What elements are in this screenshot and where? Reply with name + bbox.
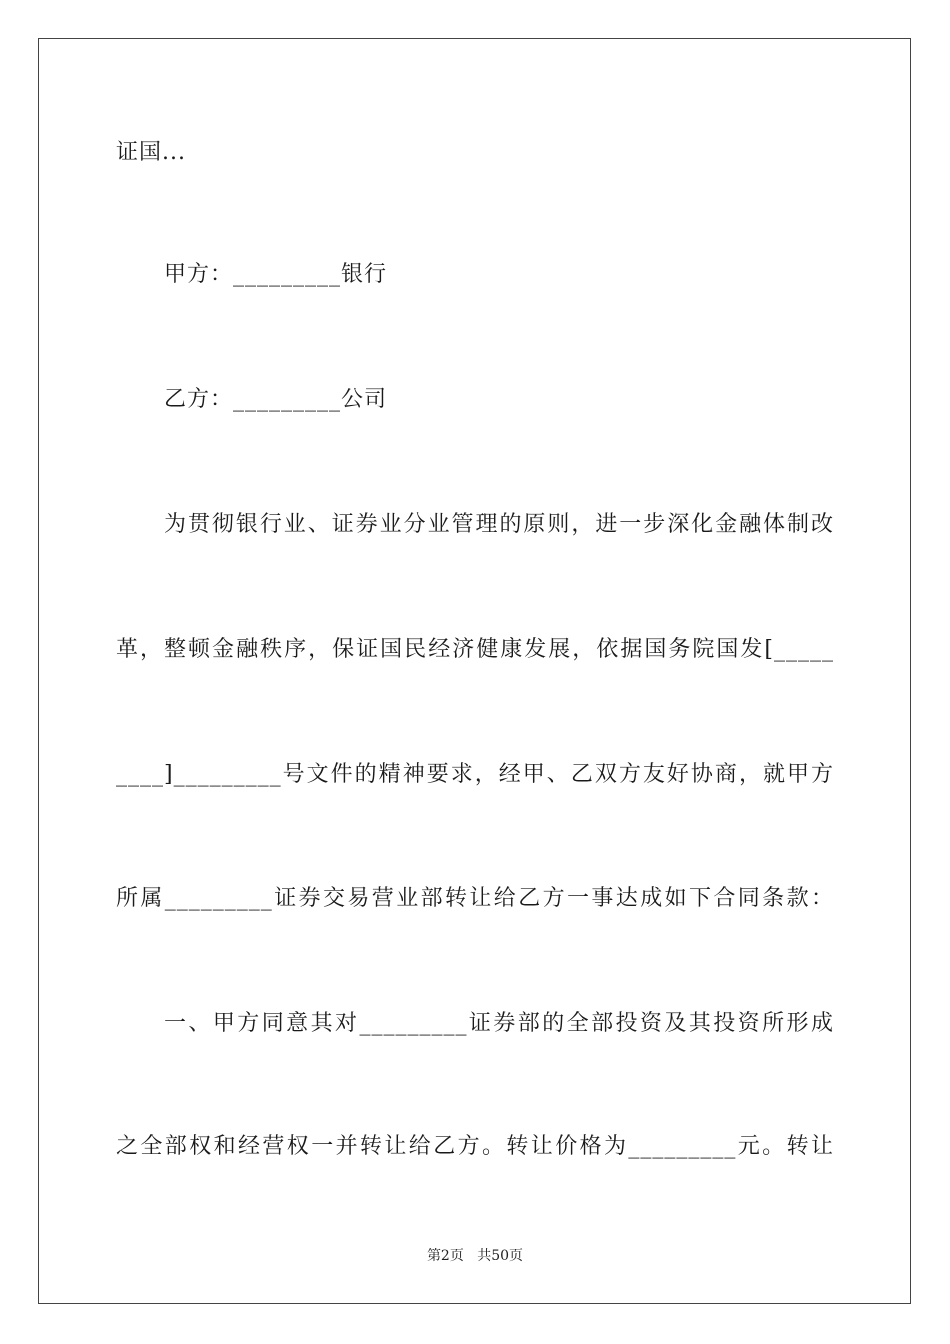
- party-a-line: 甲方：_________银行: [164, 262, 388, 287]
- page-number: 第2页: [426, 1248, 464, 1264]
- party-b-line: 乙方：_________公司: [164, 387, 388, 412]
- paragraph-line-2: 革，整顿金融秩序，保证国民经济健康发展，依据国务院国发[_____: [116, 637, 834, 662]
- clause-1-line-2: 之全部权和经营权一并转让给乙方。转让价格为_________元。转让: [116, 1134, 834, 1159]
- paragraph-line-1: 为贯彻银行业、证券业分业管理的原则，进一步深化金融体制改: [164, 512, 834, 537]
- page-border: [38, 38, 911, 1304]
- paragraph-line-3: ____]_________号文件的精神要求，经甲、乙双方友好协商，就甲方: [116, 762, 834, 787]
- page-total: 共50页: [477, 1248, 524, 1264]
- page-footer: [0, 1247, 950, 1265]
- clause-1-line-1: 一、甲方同意其对_________证券部的全部投资及其投资所形成: [164, 1011, 834, 1036]
- paragraph-line-4: 所属_________证券交易营业部转让给乙方一事达成如下合同条款：: [116, 886, 834, 911]
- text-line-1: 证国...: [116, 140, 186, 165]
